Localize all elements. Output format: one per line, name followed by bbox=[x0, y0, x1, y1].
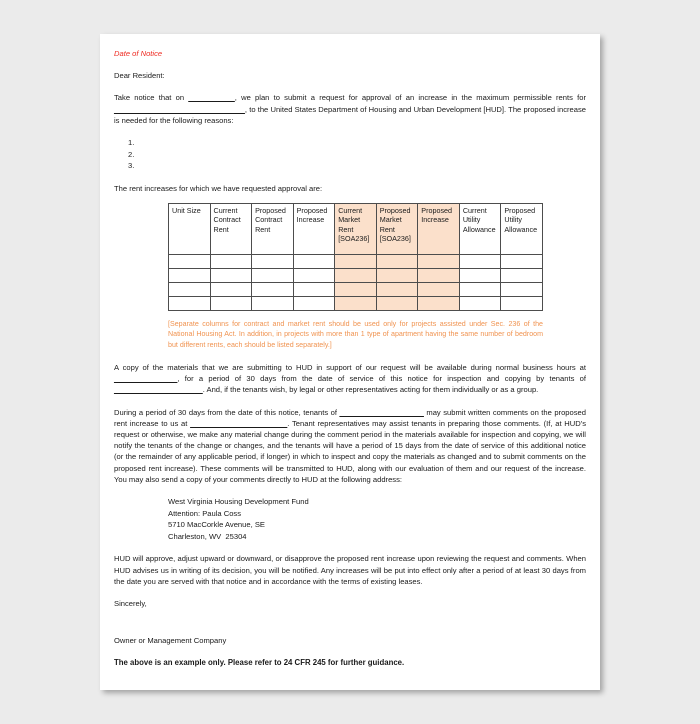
table-cell[interactable] bbox=[376, 268, 418, 282]
copy-text-part3: . And, if the tenants wish, by legal or other representatives acting for them individually or as a group. bbox=[202, 385, 539, 395]
comments-paragraph bbox=[114, 407, 586, 485]
comments-blank-address: _______________________ bbox=[190, 418, 288, 428]
materials-copy-paragraph bbox=[114, 362, 586, 396]
address-line-organization: West Virginia Housing Development Fund bbox=[168, 496, 309, 506]
intro-text-part2: , we plan to submit a request for approval of an increase in the maximum permissible rents for bbox=[234, 93, 586, 103]
table-cell[interactable] bbox=[418, 254, 460, 268]
table-cell[interactable] bbox=[335, 254, 377, 268]
table-row bbox=[169, 296, 543, 310]
comments-text-part2: may submit written comments on the proposed rent increase to us at bbox=[114, 407, 586, 428]
table-cell[interactable] bbox=[501, 282, 543, 296]
owner-signature-line: Owner or Management Company bbox=[114, 636, 227, 646]
table-cell[interactable] bbox=[293, 282, 335, 296]
intro-paragraph bbox=[114, 92, 586, 126]
table-footnote: [Separate columns for contract and market rent should be used only for projects assisted under Sec. 236 of the National Housing Act. In addition, in projects with more than 1 type of apartment having the same number of bedroom but different rents, each should be listed separately.] bbox=[168, 319, 543, 349]
table-cell[interactable] bbox=[210, 296, 252, 310]
table-cell[interactable] bbox=[169, 254, 211, 268]
table-cell[interactable] bbox=[293, 296, 335, 310]
example-disclaimer: The above is an example only. Please refer to 24 CFR 245 for further guidance. bbox=[114, 658, 405, 668]
table-cell[interactable] bbox=[501, 268, 543, 282]
table-cell[interactable] bbox=[293, 254, 335, 268]
table-cell[interactable] bbox=[459, 282, 501, 296]
copy-blank-location: _______________ bbox=[114, 374, 178, 384]
table-cell[interactable] bbox=[335, 296, 377, 310]
hud-address-block bbox=[168, 496, 586, 542]
table-cell[interactable] bbox=[459, 296, 501, 310]
table-cell[interactable] bbox=[210, 254, 252, 268]
intro-blank-property: _______________________________ bbox=[114, 104, 245, 114]
intro-text-part1: Take notice that on bbox=[114, 93, 189, 103]
document-page bbox=[100, 34, 600, 690]
table-cell[interactable] bbox=[376, 296, 418, 310]
table-body bbox=[169, 254, 543, 310]
table-cell[interactable] bbox=[252, 282, 294, 296]
table-header-cell: Proposed Increase bbox=[418, 203, 460, 254]
sincerely-line: Sincerely, bbox=[114, 598, 147, 608]
address-line-city-state-zip: Charleston, WV 25304 bbox=[168, 531, 247, 541]
copy-text-part2: , for a period of 30 days from the date of service of this notice for inspection and copying by tenants of bbox=[177, 374, 586, 384]
table-header-row bbox=[169, 203, 543, 254]
comments-blank-tenants: ____________________ bbox=[339, 407, 424, 417]
date-of-notice-heading: Date of Notice bbox=[114, 49, 163, 58]
table-cell[interactable] bbox=[169, 268, 211, 282]
table-cell[interactable] bbox=[501, 254, 543, 268]
table-cell[interactable] bbox=[252, 268, 294, 282]
intro-text-part3: , to the United States Department of Housing and Urban Development [HUD]. The proposed increase is needed for the following reasons: bbox=[114, 104, 586, 125]
address-line-street: 5710 MacCorkle Avenue, SE bbox=[168, 520, 265, 530]
table-lead-in: The rent increases for which we have requested approval are: bbox=[114, 183, 323, 193]
table-cell[interactable] bbox=[252, 296, 294, 310]
table-header-cell: Proposed Contract Rent bbox=[252, 203, 294, 254]
table-cell[interactable] bbox=[169, 282, 211, 296]
table-row bbox=[169, 282, 543, 296]
table-cell[interactable] bbox=[459, 268, 501, 282]
table-header-cell: Proposed Market Rent [SOA236] bbox=[376, 203, 418, 254]
salutation-line: Dear Resident: bbox=[114, 71, 165, 81]
intro-blank-date: ___________ bbox=[188, 93, 235, 103]
list-item: 3. bbox=[128, 161, 135, 171]
table-cell[interactable] bbox=[210, 282, 252, 296]
table-header-cell: Proposed Utility Allowance bbox=[501, 203, 543, 254]
reasons-list bbox=[114, 137, 586, 172]
table-cell[interactable] bbox=[335, 282, 377, 296]
table-cell[interactable] bbox=[376, 254, 418, 268]
copy-text-part1: A copy of the materials that we are submitting to HUD in support of our request will be available during normal business hours at bbox=[114, 362, 586, 372]
table-header-cell: Proposed Increase bbox=[293, 203, 335, 254]
table-header-cell: Current Contract Rent bbox=[210, 203, 252, 254]
list-item: 1. bbox=[128, 138, 135, 148]
table-cell[interactable] bbox=[293, 268, 335, 282]
table-cell[interactable] bbox=[169, 296, 211, 310]
table-cell[interactable] bbox=[335, 268, 377, 282]
table-cell[interactable] bbox=[252, 254, 294, 268]
document-body bbox=[114, 48, 586, 669]
table-cell[interactable] bbox=[210, 268, 252, 282]
table-header-cell: Unit Size bbox=[169, 203, 211, 254]
table-cell[interactable] bbox=[418, 268, 460, 282]
table-header-cell: Current Utility Allowance bbox=[459, 203, 501, 254]
table-cell[interactable] bbox=[418, 282, 460, 296]
address-line-attention: Attention: Paula Coss bbox=[168, 508, 242, 518]
copy-blank-tenants: _____________________ bbox=[114, 385, 203, 395]
table-row bbox=[169, 268, 543, 282]
table-cell[interactable] bbox=[459, 254, 501, 268]
comments-text-part1: During a period of 30 days from the date of this notice, tenants of bbox=[114, 407, 340, 417]
table-cell[interactable] bbox=[418, 296, 460, 310]
table-cell[interactable] bbox=[376, 282, 418, 296]
hud-decision-paragraph: HUD will approve, adjust upward or downward, or disapprove the proposed rent increase upon reviewing the request and comments. When HUD advises us in writing of its decision, you will be notified. Any increases will be put into effect only after a period of at least 30 days from the date you are served with that notice and in accordance with the terms of existing leases. bbox=[114, 554, 586, 586]
comments-text-part3: . Tenant representatives may assist tenants in preparing those comments. (If, at HUD's request or otherwise, we make any material change during the comment period in the materials available for inspection and copying, we will notify the tenants of the change or changes, and the tenants will have a period of 15 days from the date of service of this additional notice (or the remainder of any applicable period, if longer) in which to inspect and copy the materials as changed and to submit comments on the proposed rent increase). These comments will be transmitted to HUD, along with our evaluation of them and our request of the increase. You may also send a copy of your comments directly to HUD at the following address: bbox=[114, 418, 586, 484]
table-cell[interactable] bbox=[501, 296, 543, 310]
table-header-cell: Current Market Rent [SOA236] bbox=[335, 203, 377, 254]
table-row bbox=[169, 254, 543, 268]
list-item: 2. bbox=[128, 149, 135, 159]
rent-increase-table bbox=[168, 203, 543, 311]
